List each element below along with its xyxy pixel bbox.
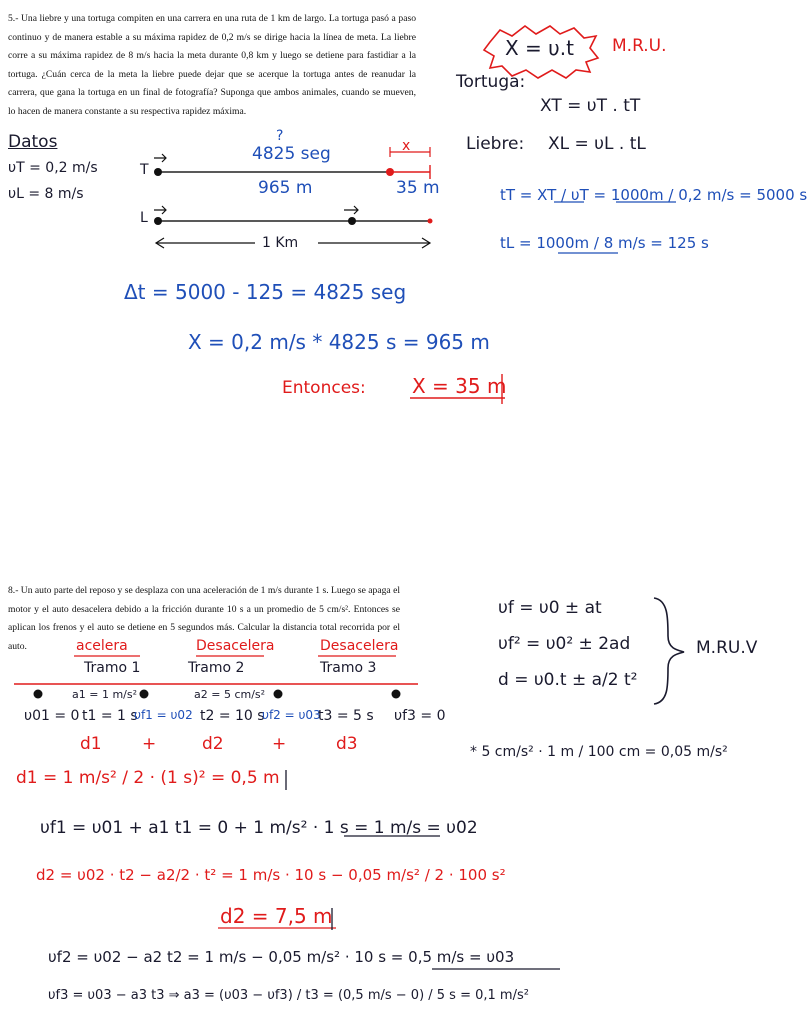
hare-start-dot (154, 217, 162, 225)
eq-d: d = υ0.t ± a/2 t² (498, 670, 638, 690)
formula-x-vt: X = υ.t (505, 36, 574, 60)
label-desacelera-2: Desacelera (320, 638, 399, 654)
vf3-label: υf3 = 0 (394, 708, 446, 724)
label-l: L (140, 210, 148, 226)
d3-marker: d3 (336, 734, 358, 754)
eq-vf: υf = υ0 ± at (498, 598, 602, 618)
mruv-brace (654, 598, 684, 704)
hare-stop-dot (386, 168, 394, 176)
xl-equation: XL = υL . tL (548, 134, 646, 154)
tramo-3: Tramo 3 (320, 660, 377, 676)
delta-t-equation: Δt = 5000 - 125 = 4825 seg (124, 280, 407, 304)
label-desacelera-1: Desacelera (196, 638, 275, 654)
plus-1: + (142, 734, 157, 754)
problem-5-text: 5.- Una liebre y una tortuga compiten en una carrera en una ruta de 1 km de largo. La tortuga pasó a paso continuo y de manera estable a su máxima rapidez de 0,2 m/s se dirige hacia la línea de meta. La liebre corre a su máxima rapidez de 8 m/s hacia la meta durante 0,8 km y luego se detiene para fastidiar a la tortuga. ¿Cuán cerca de la meta la liebre puede dejar que se acerque la tortuga antes de reanudar la carrera, que gana la tortuga en un final de fotografía? Suponga que ambos animales, cuando se mueven, lo hacen de manera constante a su respectiva rapidez máxima. (8, 13, 416, 117)
hare-mid-dot (348, 217, 356, 225)
time-label: 4825 seg (252, 144, 331, 164)
vf2-equation: υf2 = υ02 − a2 t2 = 1 m/s − 0,05 m/s² · 10 s = 0,5 m/s = υ03 (48, 948, 515, 966)
label-acelera: acelera (76, 638, 128, 654)
mru-label: M.R.U. (612, 36, 667, 56)
km-label: 1 Km (262, 235, 299, 251)
d1-equation: d1 = 1 m/s² / 2 · (1 s)² = 0,5 m (16, 768, 280, 788)
tl-equation: tL = 1000m / 8 m/s = 125 s (500, 234, 709, 252)
answer-x: X = 35 m (412, 374, 507, 398)
tortuga-label: Tortuga: (456, 72, 526, 92)
tt-equation: tT = XT / υT = 1000m / 0,2 m/s = 5000 s (500, 186, 807, 204)
eq-vf2: υf² = υ0² ± 2ad (498, 634, 631, 654)
label-t: T (140, 162, 149, 178)
entonces-label: Entonces: (282, 378, 366, 398)
datos-vl: υL = 8 m/s (8, 186, 84, 202)
t2-label: t2 = 10 s (200, 708, 265, 724)
xt-equation: XT = υT . tT (540, 96, 641, 116)
dist-965: 965 m (258, 178, 313, 198)
plus-2: + (272, 734, 287, 754)
d2-equation: d2 = υ02 · t2 − a2/2 · t² = 1 m/s · 10 s − 0,05 m/s² / 2 · 100 s² (36, 866, 506, 884)
datos-title: Datos (8, 132, 58, 152)
d2-marker: d2 (202, 734, 224, 754)
mruv-label: M.RU.V (696, 638, 758, 658)
x-label: x (402, 138, 411, 154)
vf1-label: υf1 = υ02 (134, 708, 193, 722)
problem-8-text: 8.- Un auto parte del reposo y se desplaza con una aceleración de 1 m/s durante 1 s. Luego se apaga el motor y el auto desacelera debido a la fricción durante 10 s a un promedio de 5 cm/s². Entonces se aplican los frenos y el auto se detiene en 5 segundos más. Calcular la distancia total recorrida por el auto. (8, 585, 400, 652)
liebre-label: Liebre: (466, 134, 525, 154)
time-question: ? (276, 128, 284, 144)
dist-35: 35 m (396, 178, 440, 198)
a2-label: a2 = 5 cm/s² (194, 688, 266, 701)
vf1-equation: υf1 = υ01 + a1 t1 = 0 + 1 m/s² · 1 s = 1 m/s = υ02 (40, 818, 478, 838)
tramo-1: Tramo 1 (84, 660, 141, 676)
d1-marker: d1 (80, 734, 102, 754)
v01-label: υ01 = 0 (24, 708, 80, 724)
datos-vt: υT = 0,2 m/s (8, 160, 98, 176)
tortoise-dot (154, 168, 162, 176)
t3-label: t3 = 5 s (318, 708, 374, 724)
x-calc-equation: X = 0,2 m/s * 4825 s = 965 m (188, 330, 490, 354)
a1-label: a1 = 1 m/s² (72, 688, 138, 701)
vf2-label: υf2 = υ03 (262, 708, 321, 722)
tramo-2: Tramo 2 (188, 660, 245, 676)
vf3-equation: υf3 = υ03 − a3 t3 ⇒ a3 = (υ03 − υf3) / t3 = (0,5 m/s − 0) / 5 s = 0,1 m/s² (48, 988, 529, 1003)
unit-conversion: * 5 cm/s² · 1 m / 100 cm = 0,05 m/s² (470, 744, 728, 760)
t1-label: t1 = 1 s (82, 708, 138, 724)
d2-result: d2 = 7,5 m (220, 904, 333, 928)
